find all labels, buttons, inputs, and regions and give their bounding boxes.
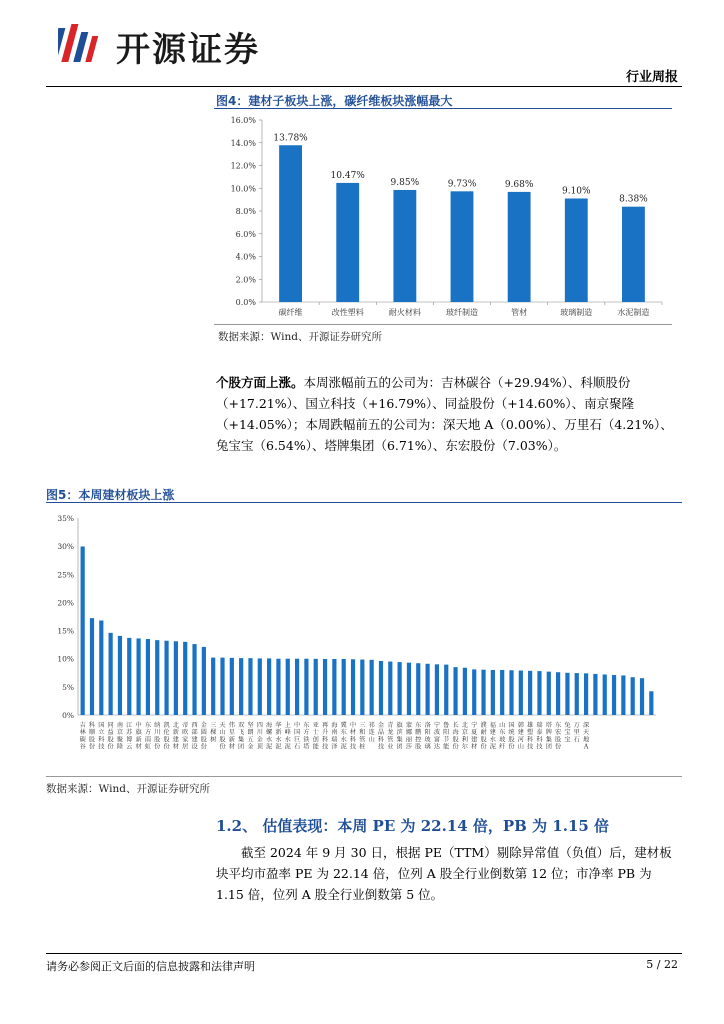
x-tick-label: 山东玻纤 — [499, 722, 506, 751]
bar — [603, 674, 607, 715]
figure4-source: 数据来源：Wind、开源证券研究所 — [218, 331, 382, 343]
x-tick-label: 水泥制造 — [617, 308, 650, 317]
x-tick-label: 瑞泰科技 — [536, 722, 543, 751]
bar — [127, 638, 131, 715]
bar-data-label: 9.85% — [390, 177, 420, 188]
bar — [575, 673, 579, 715]
bar — [286, 659, 290, 715]
bar — [508, 192, 531, 302]
bar — [416, 663, 420, 715]
bar — [279, 145, 302, 302]
y-tick-label: 8.0% — [235, 207, 256, 216]
x-tick-label: 万里石 — [573, 722, 580, 744]
bar — [509, 670, 513, 715]
y-tick-label: 15% — [57, 626, 74, 636]
bar — [435, 664, 439, 715]
x-tick-label: 宁波富达 — [433, 722, 441, 751]
bar — [565, 198, 588, 302]
bar — [370, 660, 374, 715]
bar — [183, 642, 187, 715]
x-tick-label: 坚朗五金 — [247, 722, 254, 751]
bar — [593, 674, 597, 715]
bar-data-label: 13.78% — [273, 133, 308, 144]
x-tick-label: 亚士创能 — [312, 722, 319, 751]
bar — [519, 671, 523, 715]
footer-divider — [46, 953, 682, 954]
bar — [314, 659, 318, 715]
y-tick-label: 20% — [57, 598, 74, 608]
bar — [192, 644, 196, 715]
figure5-source-rule — [46, 776, 682, 777]
figure5-source: 数据来源：Wind、开源证券研究所 — [46, 783, 210, 795]
y-tick-label: 30% — [57, 542, 74, 552]
x-tick-label: 国统股份 — [508, 722, 515, 751]
bar — [323, 659, 327, 715]
section-heading: 1.2、 估值表现：本周 PE 为 22.14 倍，PB 为 1.15 倍 — [216, 817, 610, 835]
figure5-bar-chart — [46, 506, 682, 774]
y-tick-label: 25% — [57, 570, 74, 580]
x-tick-label: 青龙管业 — [387, 722, 394, 751]
x-tick-label: 科顺股份 — [88, 722, 96, 751]
x-tick-label: 长海股份 — [452, 722, 459, 751]
x-tick-label: 东方雨虹 — [144, 722, 152, 751]
bar — [351, 659, 355, 715]
bar — [453, 667, 457, 715]
x-tick-label: 纳川股份 — [154, 722, 161, 751]
company-logo-text: 开源证券 — [116, 30, 260, 70]
x-tick-label: 金晶科技 — [377, 722, 385, 751]
bar — [407, 663, 411, 715]
bar — [90, 618, 94, 715]
x-tick-label: 耐火材料 — [388, 308, 421, 317]
bar — [649, 691, 653, 715]
bar — [155, 640, 159, 715]
bar-data-label: 9.10% — [561, 186, 591, 197]
y-tick-label: 16.0% — [230, 116, 256, 125]
bar — [537, 671, 541, 715]
bar — [393, 190, 416, 302]
x-tick-label: 三和管桩 — [359, 722, 366, 751]
bar — [258, 658, 262, 715]
bar — [164, 641, 168, 715]
stock-movement-paragraph — [216, 372, 682, 456]
page-number: 5 / 22 — [646, 958, 678, 971]
bar — [622, 207, 645, 302]
x-tick-label: 南京聚隆 — [116, 722, 124, 751]
report-type-tag: 行业周报 — [625, 70, 678, 85]
valuation-paragraph: 截至 2024 年 9 月 30 日，根据 PE（TTM）剔除异常值（负值）后，建材板块平均市盈率 PE 为 22.14 倍，位列 A 股全行业倒数第 12 位；市净率 PB 为 1.15 倍，位列 A 股全行业倒数第 5 位。 — [216, 845, 672, 902]
bar — [547, 672, 551, 715]
x-tick-label: 中国巨石 — [293, 722, 301, 751]
bar — [239, 658, 243, 715]
footer-disclaimer: 请务必参阅正文后面的信息披露和法律声明 — [46, 960, 255, 973]
x-tick-label: 塔牌集团 — [545, 722, 552, 751]
bar — [276, 659, 280, 715]
x-tick-label: 鲁阳节能 — [443, 722, 450, 751]
x-tick-label: 江苏博云 — [126, 722, 133, 751]
x-tick-label: 福建水泥 — [489, 722, 496, 751]
y-tick-label: 2.0% — [235, 275, 256, 285]
bar-data-label: 9.68% — [504, 179, 534, 190]
bar — [472, 669, 476, 715]
bar — [621, 675, 625, 715]
x-tick-label: 玻纤制造 — [446, 308, 478, 317]
x-tick-label: 濮耐股份 — [480, 722, 487, 751]
y-tick-label: 14.0% — [230, 138, 256, 148]
x-tick-label: 天山股份 — [219, 722, 226, 751]
x-tick-label: 碳纤维 — [278, 308, 303, 317]
x-tick-label: 祁连山 — [368, 722, 375, 744]
paragraph-lead: 个股方面上涨。 — [216, 375, 304, 390]
x-tick-label: 华新水泥 — [275, 722, 282, 751]
bar — [528, 671, 532, 715]
kaiyuan-logo-icon — [58, 22, 110, 66]
x-tick-label: 双飞集团 — [238, 722, 245, 751]
x-tick-label: 国立科技 — [98, 722, 105, 751]
paragraph-body: 本周涨幅前五的公司为：吉林碳谷（+29.94%）、科顺股份（+17.21%）、国立科技（+16.79%）、同益股份（+14.60%）、南京聚隆（+14.05%）；本周跌幅前五的公司为：深天地 A（0.00%）、万里石（4.21%）、兔宝宝（6.54%）、塔牌集团（6.71%）、东宏股份（7.03%）。 — [216, 375, 673, 453]
bar — [99, 620, 103, 715]
bar — [336, 183, 359, 302]
figure4-bar-chart — [214, 112, 672, 322]
bar — [360, 660, 364, 715]
x-tick-label: 旗滨集团 — [396, 722, 403, 751]
figure5-title: 图5：本周建材板块上涨 — [46, 488, 175, 502]
figure4-title-rule — [214, 108, 672, 109]
bar — [425, 664, 429, 715]
y-tick-label: 5% — [62, 682, 74, 692]
bar — [248, 658, 252, 715]
bar — [304, 659, 308, 715]
x-tick-label: 四川金顶 — [256, 722, 263, 751]
x-tick-label: 吉林碳谷 — [79, 722, 86, 751]
figure4-title: 图4：建材子板块上涨，碳纤维板块涨幅最大 — [216, 94, 453, 108]
bar — [481, 670, 485, 715]
bar — [174, 641, 178, 715]
bar — [612, 675, 616, 715]
bar — [211, 658, 215, 715]
x-tick-label: 宁夏建材 — [471, 722, 478, 751]
bar — [295, 659, 299, 715]
bar — [220, 658, 224, 715]
bar — [565, 673, 569, 715]
x-tick-label: 帝欧家居 — [182, 722, 189, 751]
y-tick-label: 0.0% — [235, 298, 256, 307]
x-tick-label: 兔宝宝 — [564, 722, 571, 744]
x-tick-label: 金圆股份 — [200, 722, 207, 751]
bar — [109, 633, 113, 715]
bar — [81, 546, 85, 715]
bar — [379, 661, 383, 715]
y-tick-label: 6.0% — [235, 229, 256, 239]
x-tick-label: 同益股份 — [107, 722, 114, 751]
bar — [202, 647, 206, 715]
y-tick-label: 0% — [62, 711, 74, 720]
bar — [631, 677, 635, 715]
x-tick-label: 凯伦股份 — [163, 722, 170, 751]
bar — [136, 638, 140, 715]
x-tick-label: 再升科技 — [321, 722, 329, 751]
x-tick-label: 东鹏控股 — [415, 722, 422, 751]
x-tick-label: 蒙娜丽莎 — [405, 722, 413, 751]
x-tick-label: 改性塑料 — [331, 308, 364, 317]
bar — [398, 662, 402, 715]
x-tick-label: 海螺水泥 — [266, 722, 273, 751]
bar — [230, 658, 234, 715]
x-tick-label: 北京利尔 — [461, 722, 468, 751]
bar — [444, 665, 448, 715]
bar — [451, 191, 474, 302]
header-divider — [46, 86, 682, 87]
x-tick-label: 冀东水泥 — [340, 722, 347, 751]
bar — [267, 658, 271, 715]
bar — [640, 678, 644, 715]
x-tick-label: 深天地 A — [582, 722, 590, 751]
x-tick-label: 中旗新材 — [135, 722, 142, 751]
x-tick-label: 雄塑科技 — [527, 722, 534, 751]
bar — [500, 670, 504, 715]
bar — [491, 670, 495, 715]
x-tick-label: 韩建河山 — [517, 722, 524, 751]
bar — [332, 659, 336, 715]
x-tick-label: 上峰水泥 — [284, 722, 291, 751]
x-tick-label: 洛阳玻璃 — [424, 722, 431, 751]
x-tick-label: 中材科技 — [349, 722, 357, 751]
bar-data-label: 10.47% — [330, 170, 365, 181]
x-tick-label: 北新建材 — [172, 722, 179, 751]
bar — [146, 639, 150, 715]
y-tick-label: 12.0% — [230, 161, 256, 171]
x-tick-label: 管材 — [511, 308, 528, 317]
x-tick-label: 西部建设 — [191, 722, 198, 751]
y-tick-label: 10% — [57, 654, 74, 664]
bar — [463, 668, 467, 715]
x-tick-label: 海南瑞泽 — [331, 722, 338, 751]
x-tick-label: 三棵树 — [210, 722, 217, 744]
figure5-title-rule — [46, 502, 682, 503]
bar-data-label: 9.73% — [447, 179, 477, 190]
x-tick-label: 玻璃制造 — [560, 308, 593, 317]
figure4-source-rule — [214, 324, 672, 325]
bar — [118, 636, 122, 715]
bar — [342, 659, 346, 715]
bar — [388, 662, 392, 715]
bar-data-label: 8.38% — [619, 194, 648, 205]
bar — [584, 673, 588, 715]
y-tick-label: 4.0% — [235, 252, 256, 262]
y-tick-label: 35% — [57, 514, 74, 523]
y-tick-label: 10.0% — [230, 184, 256, 194]
x-tick-label: 伟星新材 — [228, 722, 235, 751]
x-tick-label: 东方铁塔 — [303, 722, 310, 751]
x-tick-label: 东宏股份 — [555, 722, 562, 751]
bar — [556, 672, 560, 715]
